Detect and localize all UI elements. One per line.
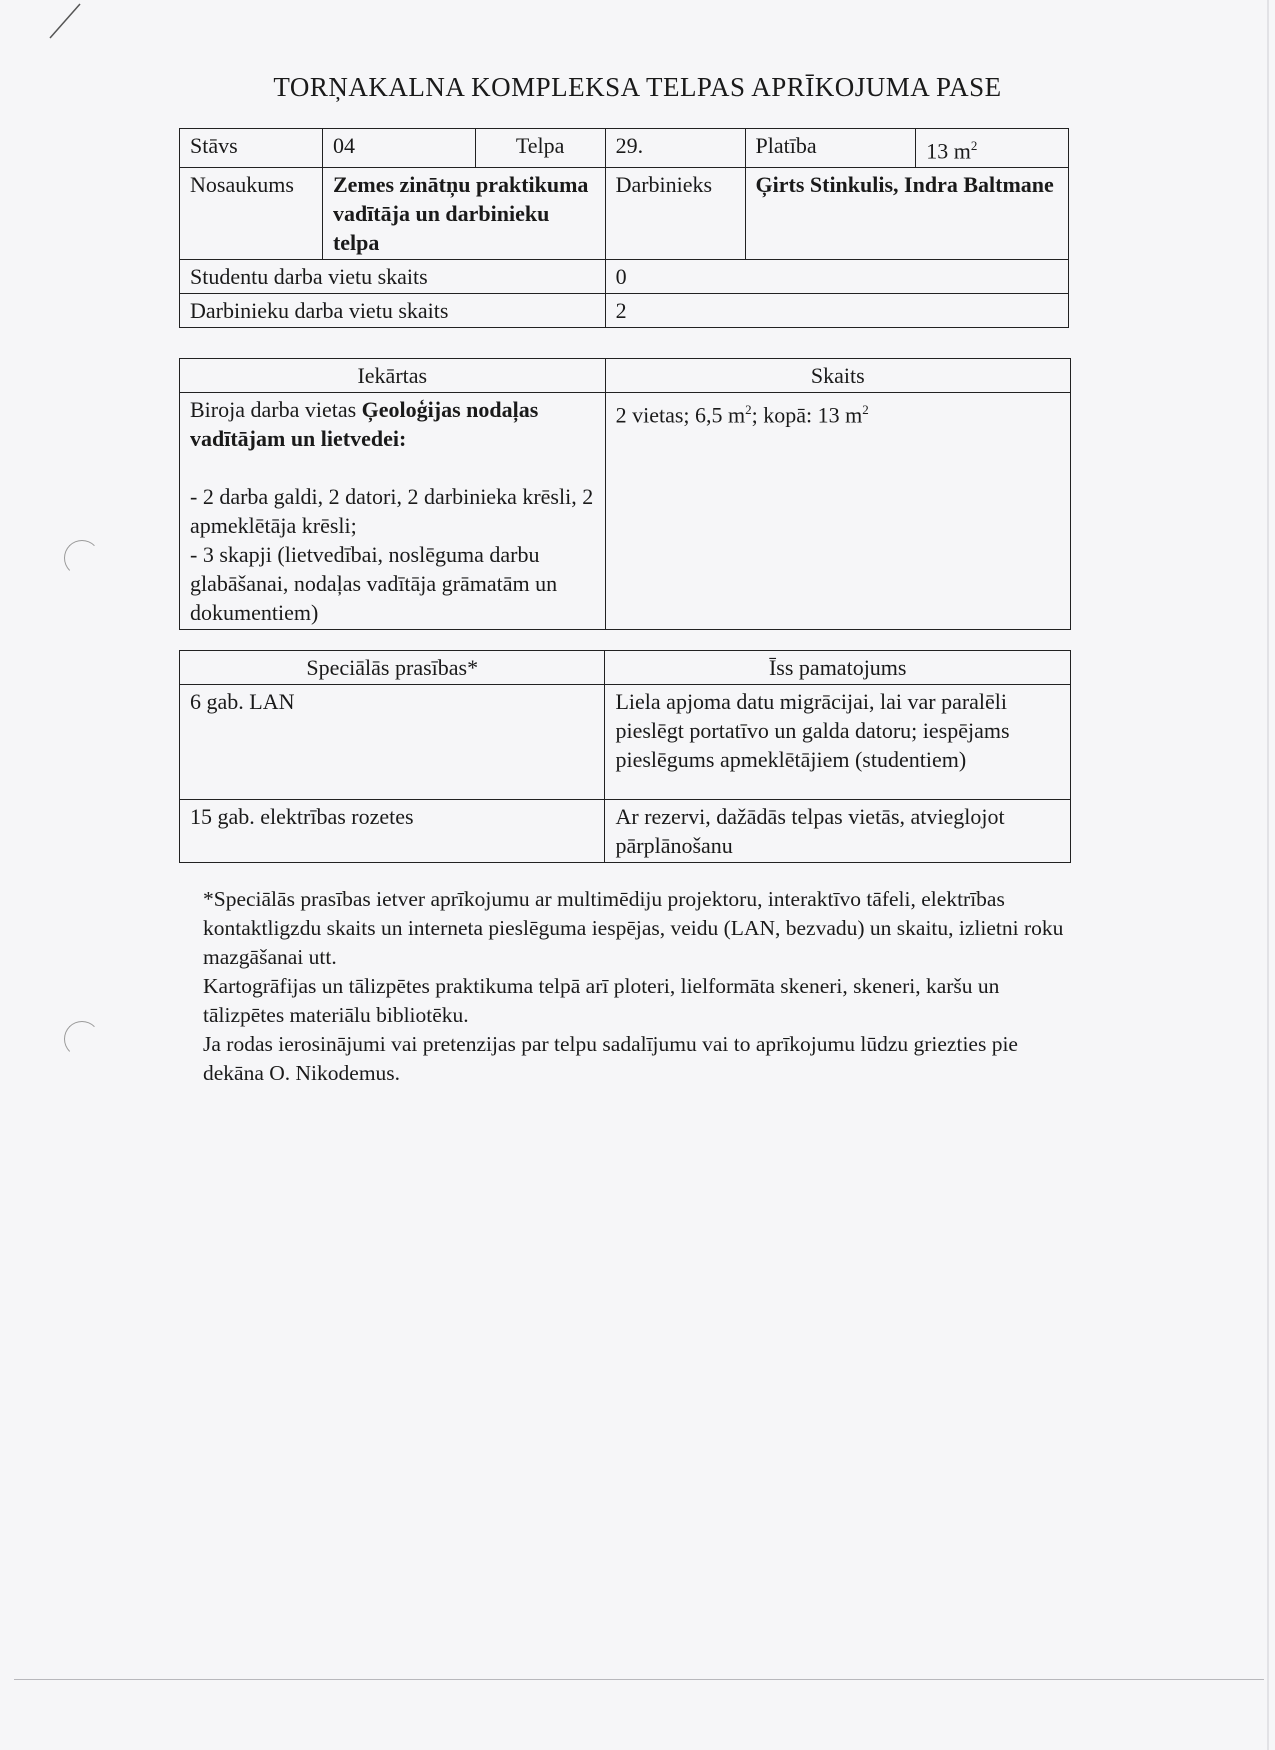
area-value [916, 129, 1069, 168]
count-text-1: 2 vietas; 6,5 m [615, 402, 746, 428]
col-header-justification: Īss pamatojums [605, 651, 1071, 685]
note-paragraph: *Speciālās prasības ietver aprīkojumu ar multimēdiju projektoru, interaktīvo tāfeli, elektrības kontaktligzdu skaits un interneta pieslēguma iespējas, veidu (LAN, bezvadu) un skaitu, izlietni roku mazgāšanai utt. [203, 887, 1064, 969]
requirement-cell: 6 gab. LAN [180, 685, 605, 800]
table-row [180, 260, 1069, 294]
staff-seats-value: 2 [605, 294, 1068, 328]
requirement-cell: 15 gab. elektrības rozetes [180, 800, 605, 863]
equipment-intro-bold: Ģeoloģijas nodaļas vadītājam un lietvedei: [190, 397, 539, 451]
punch-hole-top [64, 540, 100, 576]
staff-value: Ģirts Stinkulis, Indra Baltmane [745, 168, 1069, 260]
scan-edge-line [14, 1679, 1264, 1680]
staff-seats-label: Darbinieku darba vietu skaits [180, 294, 606, 328]
count-exponent-1: 2 [745, 402, 752, 417]
scan-right-edge [1267, 0, 1269, 1750]
justification-cell: Liela apjoma datu migrācijai, lai var paralēli pieslēgt portatīvo un galda datoru; iespējams pieslēgums apmeklētājiem (studentiem) [605, 685, 1071, 800]
floor-value: 04 [322, 129, 475, 168]
room-value: 29. [605, 129, 745, 168]
equipment-intro-text: Biroja darba vietas [190, 397, 362, 422]
col-header-requirements: Speciālās prasības* [180, 651, 605, 685]
justification-cell: Ar rezervi, dažādās telpas vietās, atvieglojot pārplānošanu [605, 800, 1071, 863]
notes-block [203, 885, 1083, 1088]
name-value: Zemes zinātņu praktikuma vadītāja un darbinieku telpa [322, 168, 605, 260]
table-row [180, 393, 1071, 630]
requirements-table [179, 650, 1071, 863]
name-label: Nosaukums [180, 168, 323, 260]
room-label: Telpa [475, 129, 605, 168]
count-cell [605, 393, 1070, 630]
pen-mark [48, 2, 88, 42]
equipment-item: - 3 skapji (lietvedībai, noslēguma darbu glabāšanai, nodaļas vadītāja grāmatām un dokumentiem) [190, 542, 558, 625]
col-header-equipment: Iekārtas [180, 359, 606, 393]
table-row [180, 129, 1069, 168]
room-info-table [179, 128, 1069, 328]
table-header-row [180, 651, 1071, 685]
floor-label: Stāvs [180, 129, 323, 168]
col-header-count: Skaits [605, 359, 1070, 393]
equipment-cell [180, 393, 606, 630]
table-row [180, 168, 1069, 260]
table-header-row [180, 359, 1071, 393]
area-number: 13 m [926, 138, 971, 164]
area-exponent: 2 [970, 138, 978, 153]
student-seats-value: 0 [605, 260, 1068, 294]
equipment-item: - 2 darba galdi, 2 datori, 2 darbinieka krēsli, 2 apmeklētāja krēsli; [190, 484, 594, 538]
equipment-table [179, 358, 1071, 630]
table-row [180, 294, 1069, 328]
document-title: TORŅAKALNA KOMPLEKSA TELPAS APRĪKOJUMA PASE [273, 72, 1002, 102]
staff-label: Darbinieks [605, 168, 745, 260]
area-label: Platība [745, 129, 916, 168]
note-paragraph: Kartogrāfijas un tālizpētes praktikuma telpā arī ploteri, lielformāta skeneri, skeneri, karšu un tālizpētes materiālu bibliotēku. [203, 974, 1000, 1027]
equipment-intro [190, 395, 595, 453]
table-row [180, 800, 1071, 863]
student-seats-label: Studentu darba vietu skaits [180, 260, 606, 294]
table-row [180, 685, 1071, 800]
count-exponent-2: 2 [862, 402, 869, 417]
count-text-2: ; kopā: 13 m [751, 402, 863, 428]
punch-hole-bottom [64, 1021, 100, 1057]
note-paragraph: Ja rodas ierosinājumi vai pretenzijas par telpu sadalījumu vai to aprīkojumu lūdzu griezties pie dekāna O. Nikodemus. [203, 1032, 1018, 1085]
